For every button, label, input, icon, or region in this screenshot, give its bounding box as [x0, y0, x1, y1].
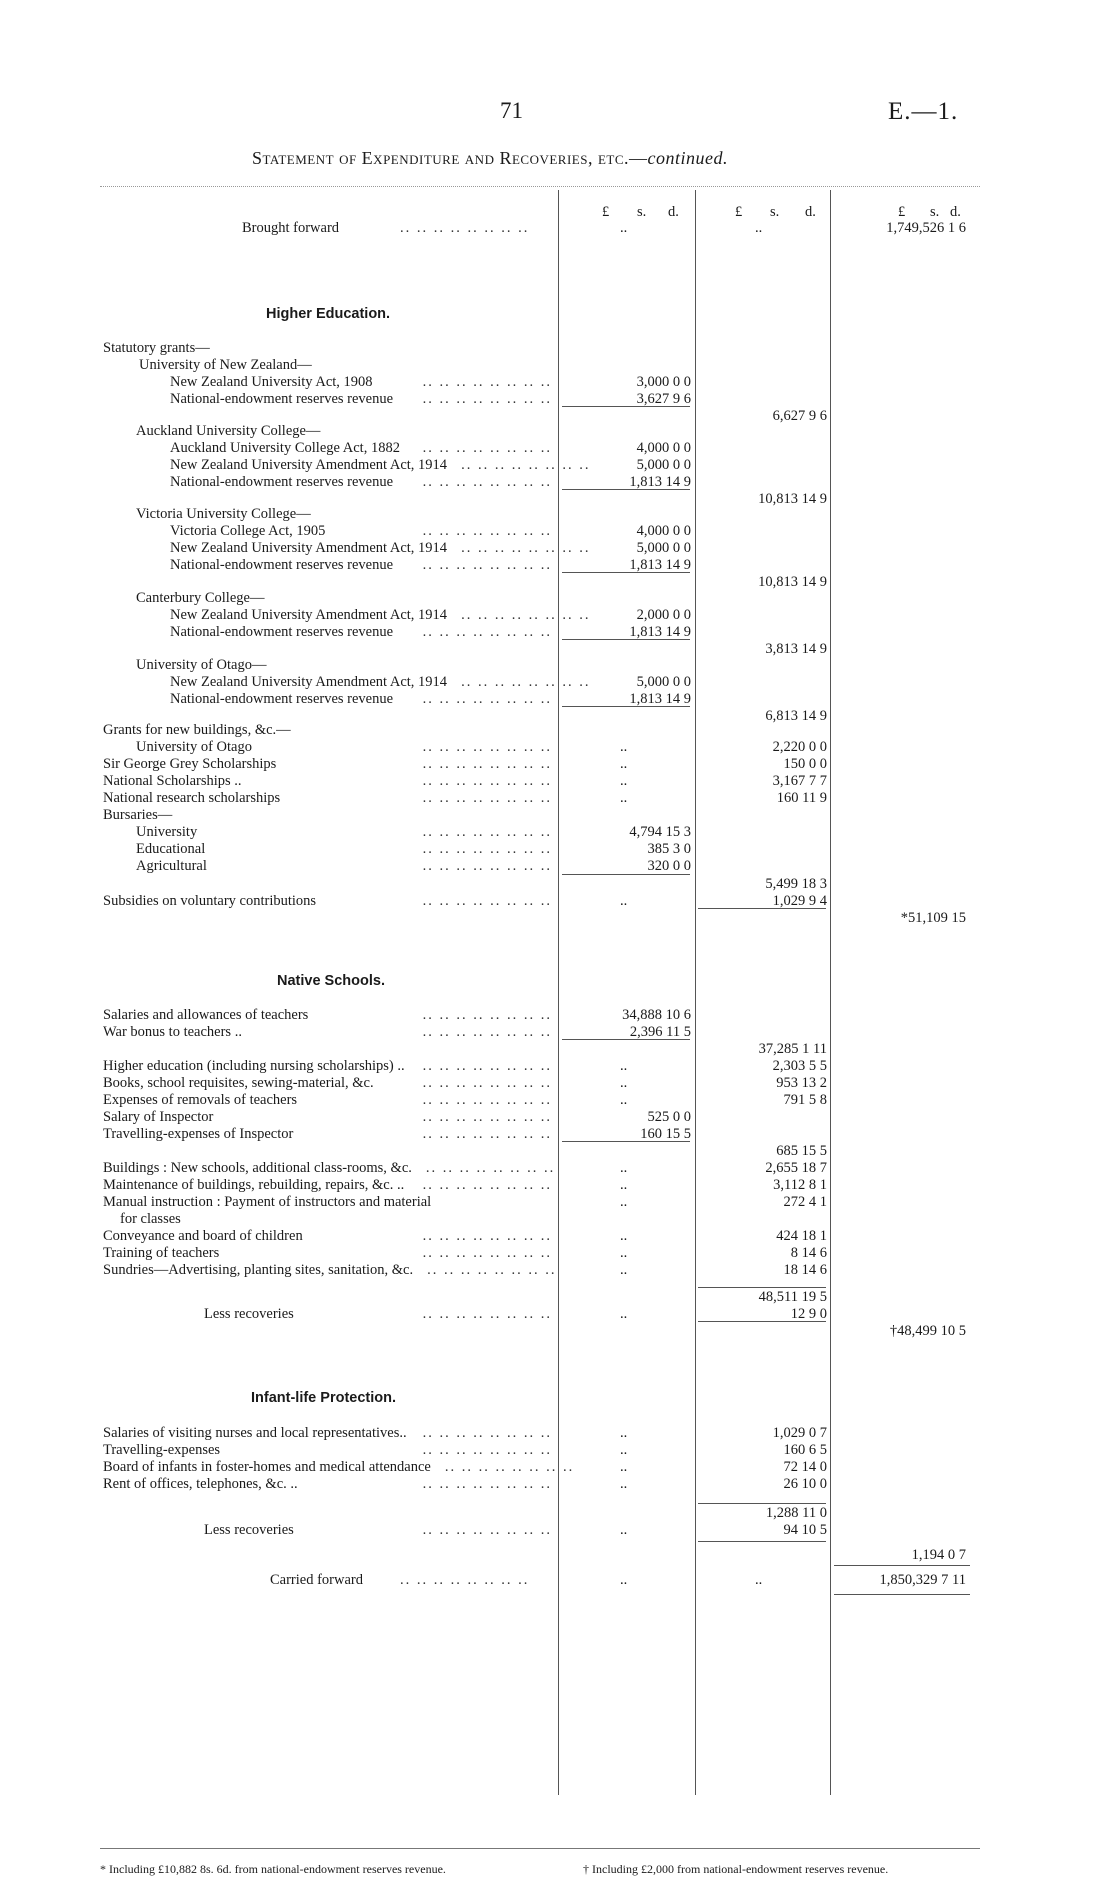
row-label: Manual instruction : Payment of instructors and material — [103, 1194, 432, 1210]
table-row — [0, 374, 1114, 391]
section-heading-native-schools: Native Schools. — [277, 973, 385, 989]
table-row — [0, 691, 1114, 708]
amount-c1: .. — [620, 773, 628, 789]
row-label: Sir George Grey Scholarships — [103, 756, 277, 772]
table-row — [0, 1289, 1114, 1306]
c2-pence-head: d. — [805, 204, 816, 220]
table-row — [0, 391, 1114, 408]
subtotal-rule — [698, 1287, 826, 1288]
table-row — [0, 1505, 1114, 1522]
table-row — [0, 1041, 1114, 1058]
amount-c1: 2,000 0 0 — [636, 607, 691, 623]
subtotal-rule — [562, 706, 690, 707]
amount-c2: 72 14 0 — [783, 1459, 827, 1475]
carried-forward-rule — [834, 1565, 970, 1566]
row-label: New Zealand University Amendment Act, 1914 — [170, 607, 448, 623]
dot-leader: .. .. .. .. .. .. .. .. — [422, 1228, 552, 1244]
dot-leader: .. .. .. .. .. .. .. .. — [422, 1007, 552, 1023]
dot-leader: .. .. .. .. .. .. .. .. — [422, 1425, 552, 1441]
amount-c2: 1,029 0 7 — [772, 1425, 827, 1441]
amount-c1: 4,000 0 0 — [636, 523, 691, 539]
amount-c2: 48,511 19 5 — [758, 1289, 827, 1305]
amount-c2: 953 13 2 — [776, 1075, 827, 1091]
table-row — [0, 1442, 1114, 1459]
subtotal-rule — [562, 489, 690, 490]
table-row — [0, 506, 1114, 523]
page-number: 71 — [500, 98, 523, 123]
row-label: University — [136, 824, 198, 840]
row-label: New Zealand University Amendment Act, 1914 — [170, 674, 448, 690]
page-title-main: Statement of Expenditure and Recoveries, etc.— — [252, 148, 648, 168]
table-row — [0, 540, 1114, 557]
row-label: Bursaries— — [103, 807, 173, 823]
amount-c1: 320 0 0 — [647, 858, 691, 874]
dot-leader: .. .. .. .. .. .. .. .. — [422, 440, 552, 456]
dot-leader: .. .. .. .. .. .. .. .. — [422, 557, 552, 573]
row-label: Higher education (including nursing scholarships) .. — [103, 1058, 405, 1074]
amount-c1: 5,000 0 0 — [636, 540, 691, 556]
amount-c2: 10,813 14 9 — [758, 574, 827, 590]
row-label: Board of infants in foster-homes and medical attendance — [103, 1459, 431, 1475]
row-label: University of Otago— — [136, 657, 267, 673]
amount-c1: .. — [620, 1459, 628, 1475]
table-row — [0, 590, 1114, 607]
subtotal-rule — [562, 639, 690, 640]
table-row — [0, 1306, 1114, 1323]
amount-c1: 1,813 14 9 — [629, 474, 691, 490]
table-row — [0, 773, 1114, 790]
amount-c1: .. — [620, 1075, 628, 1091]
table-row — [0, 893, 1114, 910]
row-label: Subsidies on voluntary contributions — [103, 893, 317, 909]
c1-pence-head: d. — [668, 204, 679, 220]
amount-c2: 3,167 7 7 — [772, 773, 827, 789]
section-heading-higher-education: Higher Education. — [266, 306, 391, 322]
table-row — [0, 340, 1114, 357]
c3-shilling-head: s. — [930, 204, 940, 220]
amount-c2: 2,220 0 0 — [772, 739, 827, 755]
table-row — [0, 841, 1114, 858]
table-row — [0, 641, 1114, 658]
dot-leader: .. .. .. .. .. .. .. .. — [422, 824, 552, 840]
amount-c1: .. — [620, 1425, 628, 1441]
subtotal-rule — [562, 406, 690, 407]
amount-c2: 8 14 6 — [790, 1245, 827, 1261]
row-label: New Zealand University Act, 1908 — [170, 374, 373, 390]
amount-c2: 160 11 9 — [776, 790, 827, 806]
row-label: Salaries of visiting nurses and local representatives.. — [103, 1425, 407, 1441]
c1-shilling-head: s. — [637, 204, 647, 220]
amount-c1: .. — [620, 1194, 628, 1210]
amount-c2: 37,285 1 11 — [758, 1041, 827, 1057]
row-label: for classes — [120, 1211, 181, 1227]
amount-c1: .. — [620, 1306, 628, 1322]
amount-c1: .. — [620, 1092, 628, 1108]
amount-c2: 2,655 18 7 — [765, 1160, 827, 1176]
table-row — [0, 1075, 1114, 1092]
table-row — [0, 722, 1114, 739]
dot-leader: .. .. .. .. .. .. .. .. — [422, 739, 552, 755]
dot-leader: .. .. .. .. .. .. .. .. — [425, 1160, 556, 1176]
amount-c1: .. — [620, 1522, 628, 1538]
dot-leader: .. .. .. .. .. .. .. .. — [422, 1092, 552, 1108]
amount-c2: 26 10 0 — [783, 1476, 827, 1492]
amount-c2: 2,303 5 5 — [772, 1058, 827, 1074]
table-row — [0, 1177, 1114, 1194]
amount-c2: 272 4 1 — [783, 1194, 827, 1210]
brought-forward-label: Brought forward — [242, 220, 340, 236]
dot-leader: .. .. .. .. .. .. .. .. — [400, 220, 530, 236]
row-label: Salary of Inspector — [103, 1109, 214, 1125]
table-row — [0, 1126, 1114, 1143]
dot-leader: .. .. .. .. .. .. .. .. — [461, 674, 591, 690]
row-label: Agricultural — [136, 858, 207, 874]
row-label: University of Otago — [136, 739, 252, 755]
amount-c1: 34,888 10 6 — [622, 1007, 691, 1023]
amount-c1: .. — [620, 1245, 628, 1261]
table-row — [0, 1024, 1114, 1041]
table-row — [0, 1262, 1114, 1279]
row-label: National-endowment reserves revenue — [170, 474, 394, 490]
amount-c1: .. — [620, 1262, 628, 1278]
table-row — [0, 807, 1114, 824]
table-row — [0, 910, 1114, 927]
brought-forward-c3: 1,749,526 1 6 — [886, 220, 966, 236]
dot-leader: .. .. .. .. .. .. .. .. — [422, 1109, 552, 1125]
footnote-rule — [100, 1848, 980, 1849]
amount-c2: 424 18 1 — [776, 1228, 827, 1244]
dot-leader: .. .. .. .. .. .. .. .. — [422, 691, 552, 707]
amount-c1: .. — [620, 1058, 628, 1074]
table-row — [0, 1211, 1114, 1228]
table-row — [0, 474, 1114, 491]
table-row — [0, 674, 1114, 691]
brought-forward-c1: .. — [620, 220, 628, 236]
amount-c2: 10,813 14 9 — [758, 491, 827, 507]
row-label: New Zealand University Amendment Act, 1914 — [170, 540, 448, 556]
table-row — [0, 1547, 1114, 1564]
document-code: E.—1. — [888, 98, 959, 125]
row-label: Less recoveries — [204, 1306, 294, 1322]
dot-leader: .. .. .. .. .. .. .. .. — [461, 607, 591, 623]
row-label: National Scholarships .. — [103, 773, 242, 789]
amount-c2: 3,813 14 9 — [765, 641, 827, 657]
table-row — [0, 1245, 1114, 1262]
section-heading-infant-life-protection: Infant-life Protection. — [251, 1390, 396, 1406]
row-label: Victoria College Act, 1905 — [170, 523, 326, 539]
subtotal-rule — [562, 1039, 690, 1040]
row-label: Conveyance and board of children — [103, 1228, 303, 1244]
table-row — [0, 1143, 1114, 1160]
page-title — [252, 148, 728, 169]
amount-c1: .. — [620, 739, 628, 755]
total-rule — [698, 1321, 826, 1322]
amount-c2: 94 10 5 — [783, 1522, 827, 1538]
amount-c1: .. — [620, 893, 628, 909]
dot-leader: .. .. .. .. .. .. .. .. — [422, 756, 552, 772]
amount-c2: 12 9 0 — [790, 1306, 827, 1322]
dot-leader: .. .. .. .. .. .. .. .. — [400, 1572, 530, 1588]
brought-forward-c2: .. — [755, 220, 763, 236]
row-label: Auckland University College— — [136, 423, 321, 439]
table-row — [0, 1459, 1114, 1476]
dot-leader: .. .. .. .. .. .. .. .. — [461, 457, 591, 473]
amount-c1: .. — [620, 1177, 628, 1193]
dot-leader: .. .. .. .. .. .. .. .. — [422, 391, 552, 407]
amount-c1: 3,000 0 0 — [636, 374, 691, 390]
dot-leader: .. .. .. .. .. .. .. .. — [422, 474, 552, 490]
row-label: Rent of offices, telephones, &c. .. — [103, 1476, 298, 1492]
table-row — [0, 1058, 1114, 1075]
amount-c2: 3,112 8 1 — [773, 1177, 827, 1193]
amount-c1: 4,794 15 3 — [629, 824, 691, 840]
table-row — [0, 1007, 1114, 1024]
footnote-star: * Including £10,882 8s. 6d. from national-endowment reserves revenue. — [100, 1862, 446, 1876]
amount-c1: 525 0 0 — [647, 1109, 691, 1125]
dot-leader: .. .. .. .. .. .. .. .. — [422, 374, 552, 390]
row-label: National research scholarships — [103, 790, 281, 806]
dot-leader: .. .. .. .. .. .. .. .. — [422, 1058, 552, 1074]
total-rule — [698, 908, 826, 909]
table-row — [0, 1160, 1114, 1177]
dot-leader: .. .. .. .. .. .. .. .. — [422, 1126, 552, 1142]
row-label: Buildings : New schools, additional class-rooms, &c. — [103, 1160, 412, 1176]
dot-leader: .. .. .. .. .. .. .. .. — [422, 1522, 552, 1538]
table-row — [0, 574, 1114, 591]
amount-c2: 1,029 9 4 — [772, 893, 827, 909]
table-row — [0, 790, 1114, 807]
subtotal-rule — [562, 874, 690, 875]
amount-c1: 1,813 14 9 — [629, 557, 691, 573]
amount-c2: 5,499 18 3 — [765, 876, 827, 892]
amount-c1: .. — [620, 756, 628, 772]
amount-c2: 1,288 11 0 — [765, 1505, 827, 1521]
dot-leader: .. .. .. .. .. .. .. .. — [422, 893, 552, 909]
subtotal-rule — [562, 572, 690, 573]
table-row — [0, 557, 1114, 574]
total-rule — [698, 1541, 826, 1542]
c3-pound-head: £ — [898, 204, 906, 220]
row-label: Auckland University College Act, 1882 — [170, 440, 400, 456]
dot-leader: .. .. .. .. .. .. .. .. — [422, 1177, 552, 1193]
table-row — [0, 423, 1114, 440]
row-label: Sundries—Advertising, planting sites, sanitation, &c. — [103, 1262, 414, 1278]
dot-leader: .. .. .. .. .. .. .. .. — [422, 1442, 552, 1458]
table-row — [0, 457, 1114, 474]
column-heads — [0, 204, 1114, 221]
dot-leader: .. .. .. .. .. .. .. .. — [422, 773, 552, 789]
amount-c2: 6,627 9 6 — [772, 408, 827, 424]
amount-c1: 160 15 5 — [640, 1126, 691, 1142]
table-row — [0, 440, 1114, 457]
table-row — [0, 824, 1114, 841]
row-label: National-endowment reserves revenue — [170, 624, 394, 640]
row-label: Training of teachers — [103, 1245, 220, 1261]
footnote-dagger: † Including £2,000 from national-endowment reserves revenue. — [583, 1862, 889, 1876]
row-label: Books, school requisites, sewing-material, &c. — [103, 1075, 374, 1091]
amount-c1: .. — [620, 790, 628, 806]
amount-c1: 4,000 0 0 — [636, 440, 691, 456]
row-label: Expenses of removals of teachers — [103, 1092, 298, 1108]
dot-leader: .. .. .. .. .. .. .. .. — [422, 1075, 552, 1091]
amount-c3: 1,194 0 7 — [911, 1547, 966, 1563]
row-label: Travelling-expenses of Inspector — [103, 1126, 294, 1142]
table-row — [0, 739, 1114, 756]
dot-leader: .. .. .. .. .. .. .. .. — [422, 858, 552, 874]
table-top-rule — [100, 186, 980, 187]
carried-forward-label: Carried forward — [270, 1572, 363, 1588]
table-row — [0, 657, 1114, 674]
row-label: Statutory grants— — [103, 340, 210, 356]
amount-c2: 685 15 5 — [776, 1143, 827, 1159]
amount-c1: 1,813 14 9 — [629, 691, 691, 707]
row-label: Canterbury College— — [136, 590, 265, 606]
carried-forward-c3: 1,850,329 7 11 — [879, 1572, 966, 1588]
table-row — [0, 357, 1114, 374]
amount-c1: .. — [620, 1476, 628, 1492]
row-label: Travelling-expenses — [103, 1442, 221, 1458]
row-label: National-endowment reserves revenue — [170, 391, 394, 407]
table-row — [0, 607, 1114, 624]
amount-c2: 791 5 8 — [783, 1092, 827, 1108]
row-label: Grants for new buildings, &c.— — [103, 722, 291, 738]
row-label: National-endowment reserves revenue — [170, 691, 394, 707]
amount-c1: 2,396 11 5 — [629, 1024, 691, 1040]
dot-leader: .. .. .. .. .. .. .. .. — [422, 523, 552, 539]
amount-c1: 385 3 0 — [647, 841, 691, 857]
row-label: Victoria University College— — [136, 506, 311, 522]
row-label: New Zealand University Amendment Act, 1914 — [170, 457, 448, 473]
dot-leader: .. .. .. .. .. .. .. .. — [461, 540, 591, 556]
table-row — [0, 1109, 1114, 1126]
c3-pence-head: d. — [950, 204, 961, 220]
table-row — [0, 876, 1114, 893]
subtotal-rule — [562, 1141, 690, 1142]
amount-c1: 5,000 0 0 — [636, 457, 691, 473]
table-row — [0, 1323, 1114, 1340]
c2-shilling-head: s. — [770, 204, 780, 220]
carried-forward-row — [0, 1572, 1114, 1589]
table-row — [0, 1522, 1114, 1539]
c2-pound-head: £ — [735, 204, 743, 220]
table-row — [0, 523, 1114, 540]
row-label: Salaries and allowances of teachers — [103, 1007, 309, 1023]
dot-leader: .. .. .. .. .. .. .. .. — [427, 1262, 557, 1278]
c1-pound-head: £ — [602, 204, 610, 220]
amount-c2: 6,813 14 9 — [765, 708, 827, 724]
amount-c1: .. — [620, 1442, 628, 1458]
carried-forward-rule — [834, 1594, 970, 1595]
amount-c1: .. — [620, 1228, 628, 1244]
amount-c3: †48,499 10 5 — [889, 1323, 966, 1339]
amount-c2: 160 6 5 — [783, 1442, 827, 1458]
dot-leader: .. .. .. .. .. .. .. .. — [422, 790, 552, 806]
dot-leader: .. .. .. .. .. .. .. .. — [422, 624, 552, 640]
amount-c2: 150 0 0 — [783, 756, 827, 772]
dot-leader: .. .. .. .. .. .. .. .. — [422, 1306, 552, 1322]
row-label: War bonus to teachers .. — [103, 1024, 242, 1040]
row-label: Maintenance of buildings, rebuilding, repairs, &c. .. — [103, 1177, 405, 1193]
dot-leader: .. .. .. .. .. .. .. .. — [444, 1459, 575, 1475]
amount-c1: .. — [620, 1160, 628, 1176]
amount-c1: 1,813 14 9 — [629, 624, 691, 640]
table-row — [0, 1194, 1114, 1211]
amount-c1: 3,627 9 6 — [636, 391, 691, 407]
table-row — [0, 756, 1114, 773]
table-row — [0, 1476, 1114, 1493]
brought-forward-row — [0, 220, 1114, 237]
amount-c1: 5,000 0 0 — [636, 674, 691, 690]
dot-leader: .. .. .. .. .. .. .. .. — [422, 1245, 552, 1261]
subtotal-rule — [698, 1503, 826, 1504]
table-row — [0, 1092, 1114, 1109]
table-row — [0, 1425, 1114, 1442]
table-row — [0, 858, 1114, 875]
table-row — [0, 1228, 1114, 1245]
row-label: University of New Zealand— — [139, 357, 312, 373]
row-label: National-endowment reserves revenue — [170, 557, 394, 573]
page-title-continued: continued. — [647, 148, 728, 168]
carried-forward-c2: .. — [755, 1572, 763, 1588]
dot-leader: .. .. .. .. .. .. .. .. — [422, 1476, 552, 1492]
row-label: Less recoveries — [204, 1522, 294, 1538]
carried-forward-c1: .. — [620, 1572, 628, 1588]
dot-leader: .. .. .. .. .. .. .. .. — [422, 1024, 552, 1040]
amount-c3: *51,109 15 — [900, 910, 966, 926]
amount-c2: 18 14 6 — [783, 1262, 827, 1278]
row-label: Educational — [136, 841, 206, 857]
dot-leader: .. .. .. .. .. .. .. .. — [422, 841, 552, 857]
table-row — [0, 624, 1114, 641]
